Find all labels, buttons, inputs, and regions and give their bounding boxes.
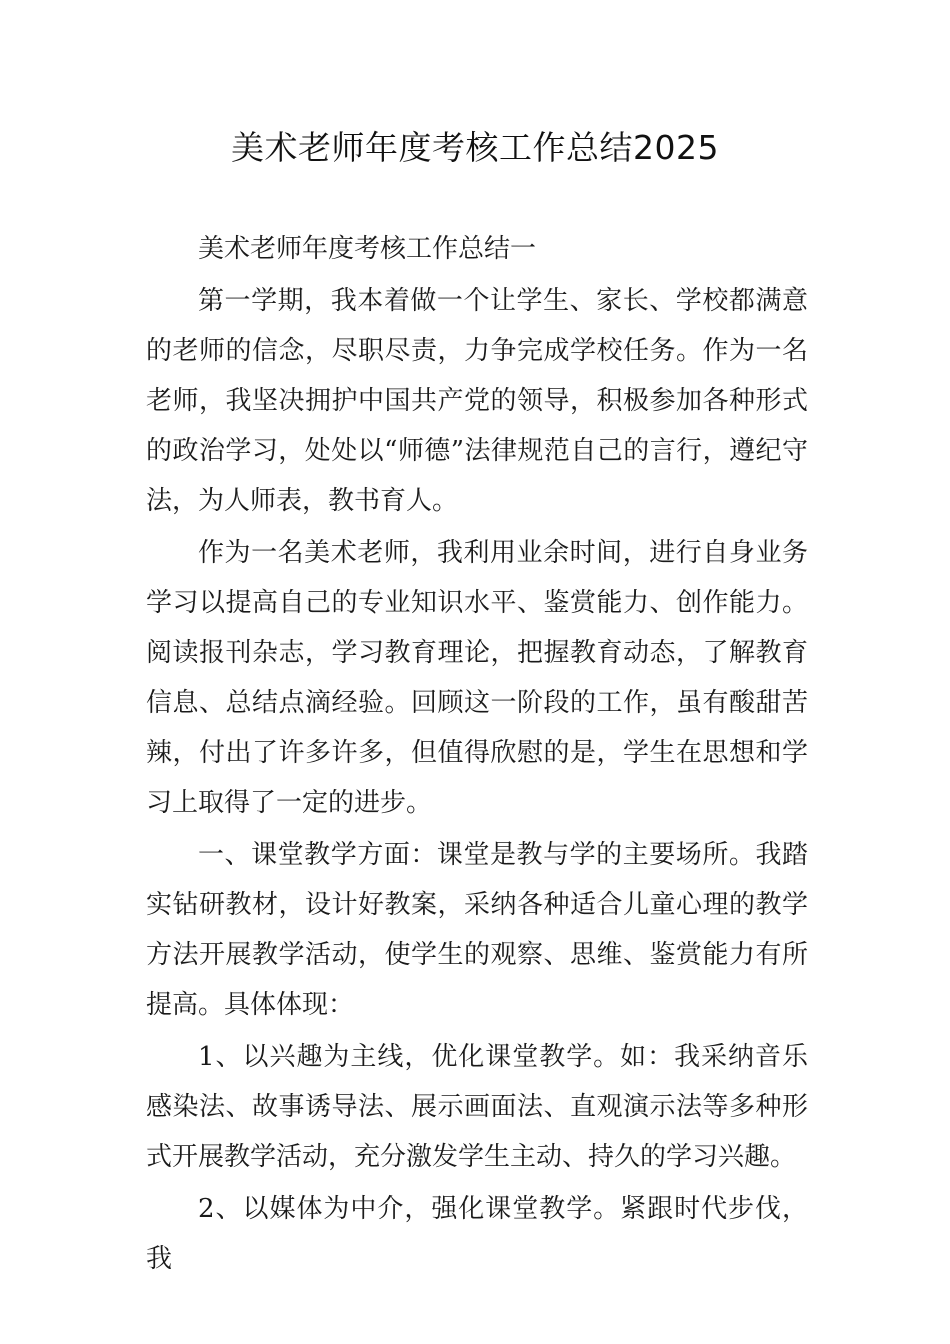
paragraph-5: 2、以媒体为中介，强化课堂教学。紧跟时代步伐，我	[146, 1194, 808, 1274]
paragraph-3: 一、课堂教学方面：课堂是教与学的主要场所。我踏实钻研教材，设计好教案，采纳各种适合儿童心理的教学方法开展教学活动，使学生的观察、思维、鉴赏能力有所提高。具体体现：	[146, 840, 808, 1020]
section-subtitle: 美术老师年度考核工作总结一	[198, 234, 537, 264]
paragraph-2: 作为一名美术老师，我利用业余时间，进行自身业务学习以提高自己的专业知识水平、鉴赏能力、创作能力。阅读报刊杂志，学习教育理论，把握教育动态，了解教育信息、总结点滴经验。回顾这一阶段的工作，虽有酸甜苦辣，付出了许多许多，但值得欣慰的是，学生在思想和学习上取得了一定的进步。	[146, 538, 808, 818]
document-body	[146, 224, 808, 1284]
paragraph-4: 1、以兴趣为主线，优化课堂教学。如：我采纳音乐感染法、故事诱导法、展示画面法、直观演示法等多种形式开展教学活动，充分激发学生主动、持久的学习兴趣。	[146, 1042, 808, 1172]
paragraph-1: 第一学期，我本着做一个让学生、家长、学校都满意的老师的信念，尽职尽责，力争完成学校任务。作为一名老师，我坚决拥护中国共产党的领导，积极参加各种形式的政治学习，处处以“师德”法律规范自己的言行，遵纪守法，为人师表，教书育人。	[146, 286, 808, 516]
document-title: 美术老师年度考核工作总结2025	[231, 128, 719, 167]
